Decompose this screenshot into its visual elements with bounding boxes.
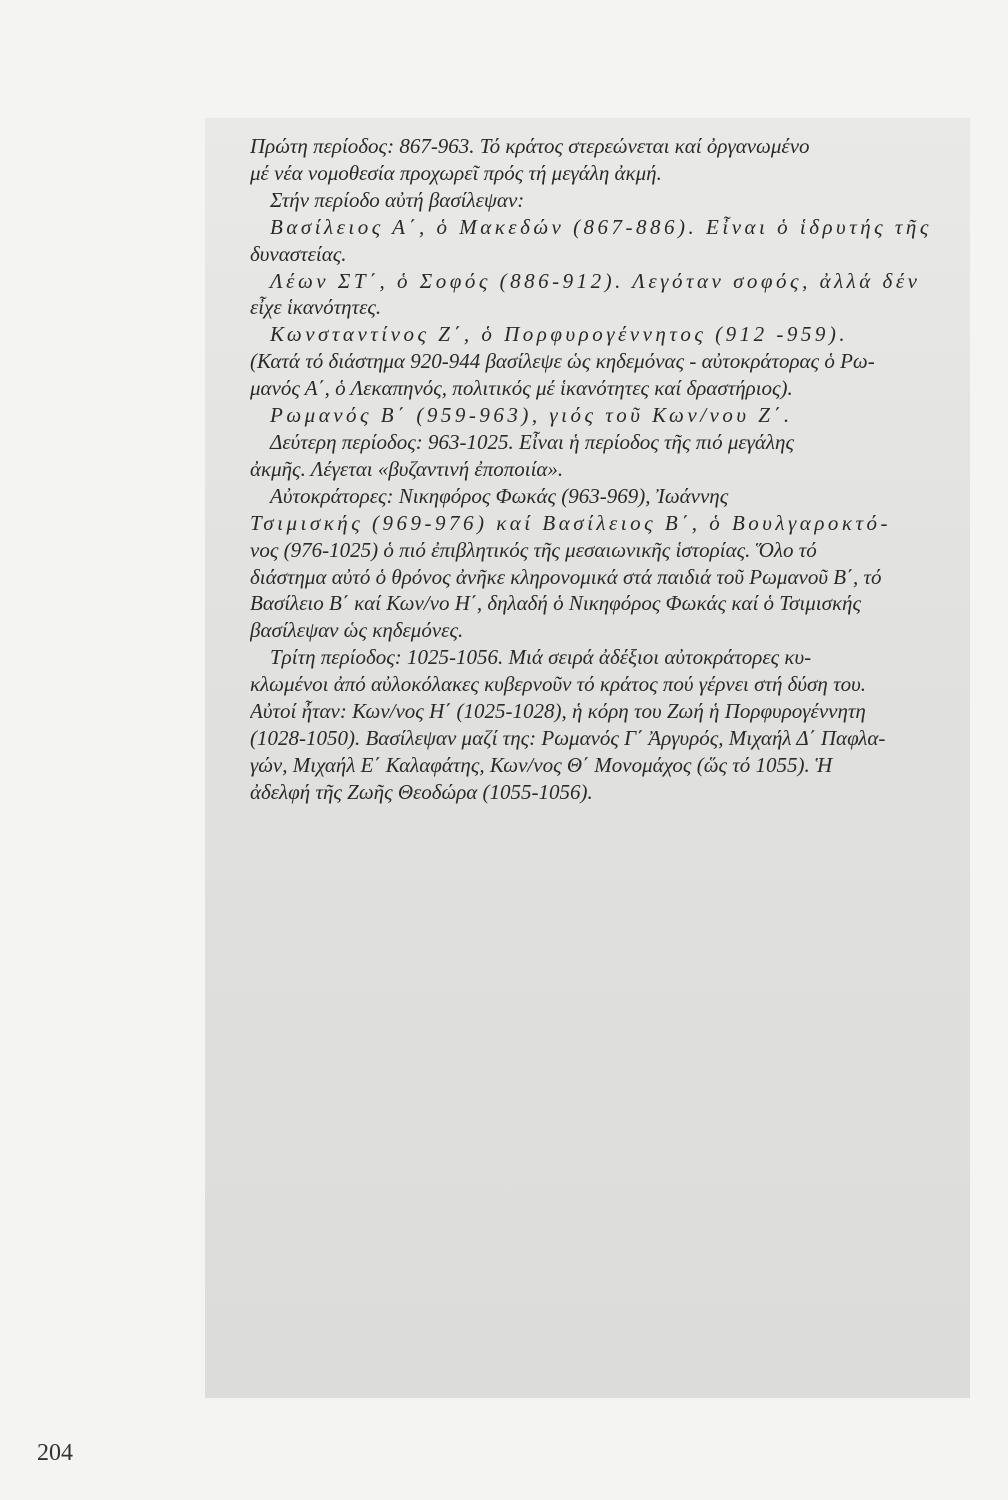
text-line: Δεύτερη περίοδος: 963-1025. Εἶναι ἡ περίοδος τῆς πιό μεγάλης xyxy=(270,429,794,454)
text-line: Τρίτη περίοδος: 1025-1056. Μιά σειρά ἀδέξιοι αὐτοκράτορες κυ- xyxy=(270,645,812,670)
text-line: Κωνσταντίνος Ζ΄, ὁ Πορφυρογέννητος (912 -959). xyxy=(270,322,849,347)
text-line: νος (976-1025) ὁ πιό ἐπιβλητικός τῆς μεσαιωνικῆς ἱστορίας. Ὅλο τό xyxy=(250,537,817,562)
page-number: 204 xyxy=(37,1440,73,1466)
text-line: Τσιμισκής (969-976) καί Βασίλειος Β΄, ὁ Βουλγαροκτό- xyxy=(250,510,891,535)
text-line: (Κατά τό διάστημα 920-944 βασίλεψε ὡς κηδεμόνας - αὐτοκράτορας ὁ Ρω- xyxy=(250,349,875,374)
text-line: Αὐτοκράτορες: Νικηφόρος Φωκάς (963-969), Ἰωάννης xyxy=(270,483,729,508)
text-line: βασίλεψαν ὡς κηδεμόνες. xyxy=(250,618,464,643)
text-line: Ρωμανός Β΄ (959-963), γιός τοῦ Κων/νου Ζ΄. xyxy=(270,403,793,428)
text-line: ἀκμῆς. Λέγεται «βυζαντινή ἐποποιία». xyxy=(250,456,564,481)
text-line: ἀδελφή τῆς Ζωῆς Θεοδώρα (1055-1056). xyxy=(250,779,593,804)
text-line: δυναστείας. xyxy=(250,241,347,266)
text-line: Λέων ΣΤ΄, ὁ Σοφός (886-912). Λεγόταν σοφός, ἀλλά δέν xyxy=(270,268,921,293)
text-line: Πρώτη περίοδος: 867-963. Τό κράτος στερεώνεται καί ὀργανωμένο xyxy=(250,134,810,158)
text-line: εἶχε ἱκανότητες. xyxy=(250,295,382,320)
text-line: (1028-1050). Βασίλεψαν μαζί της: Ρωμανός Γ΄ Ἀργυρός, Μιχαήλ Δ΄ Παφλα- xyxy=(250,725,886,750)
text-line: Αὐτοί ἦταν: Κων/νος Η΄ (1025-1028), ἡ κόρη του Ζωή ἡ Πορφυρογέννητη xyxy=(250,699,866,724)
text-line: γών, Μιχαήλ Ε΄ Καλαφάτης, Κων/νος Θ΄ Μονομάχος (ὥς τό 1055). Ἡ xyxy=(250,752,833,777)
text-line: Βασίλειος Α΄, ὁ Μακεδών (867-886). Εἶναι ὁ ἱδρυτής τῆς xyxy=(270,214,932,239)
text-line: Βασίλειο Β΄ καί Κων/νο Η΄, δηλαδή ὁ Νικηφόρος Φωκάς καί ὁ Τσιμισκής xyxy=(250,591,861,616)
text-line: διάστημα αὐτό ὁ θρόνος ἀνῆκε κληρονομικά στά παιδιά τοῦ Ρωμανοῦ Β΄, τό xyxy=(250,564,882,589)
text-line: κλωμένοι ἀπό αὐλοκόλακες κυβερνοῦν τό κράτος πού γέρνει στή δύση του. xyxy=(250,672,866,697)
text-line: μανός Α΄, ὁ Λεκαπηνός, πολιτικός μέ ἱκανότητες καί δραστήριος). xyxy=(250,376,793,401)
text-line: Στήν περίοδο αὐτή βασίλεψαν: xyxy=(270,187,525,212)
text-line: μέ νέα νομοθεσία προχωρεῖ πρός τή μεγάλη ἀκμή. xyxy=(250,160,662,185)
body-text xyxy=(250,133,968,806)
